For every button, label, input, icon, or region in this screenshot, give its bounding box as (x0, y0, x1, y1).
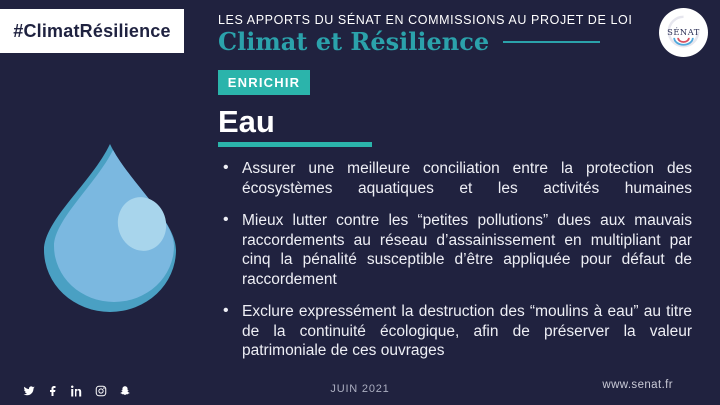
footer-website[interactable]: www.senat.fr (602, 379, 673, 391)
heading-underline (218, 142, 372, 147)
bullet-item: • Exclure expressément la destruction des “moulins à eau” au titre de la continuité écologique, afin de préserver la valeur patrimoniale de ces ouvrages (218, 302, 692, 361)
hashtag-text: #ClimatRésilience (13, 20, 171, 41)
hashtag-badge (0, 9, 184, 53)
bullet-item: • Mieux lutter contre les “petites pollutions” dues aux mauvais raccordements au réseau d’assainissement en multipliant par cinq la pénalité susceptible d’être appliquée pour défaut de raccordement (218, 211, 692, 289)
enrichir-badge-label: ENRICHIR (227, 75, 301, 90)
title-rule (503, 41, 600, 43)
bullet-list (218, 159, 692, 374)
footer-date: JUIN 2021 (330, 383, 390, 395)
senat-logo-text: SÉNAT (667, 26, 700, 37)
senat-logo (659, 8, 708, 57)
title-row (218, 27, 600, 56)
water-drop-icon (40, 140, 180, 316)
slide-title: Climat et Résilience (218, 27, 490, 56)
enrichir-badge (218, 70, 310, 95)
header-kicker: LES APPORTS DU SÉNAT EN COMMISSIONS AU PROJET DE LOI (218, 13, 633, 27)
water-drop-illustration (40, 140, 180, 316)
bullet-item: • Assurer une meilleure conciliation entre la protection des écosystèmes aquatiques et les activités humaines (218, 159, 692, 198)
senat-logo-art (659, 8, 708, 57)
section-heading: Eau (218, 104, 275, 139)
